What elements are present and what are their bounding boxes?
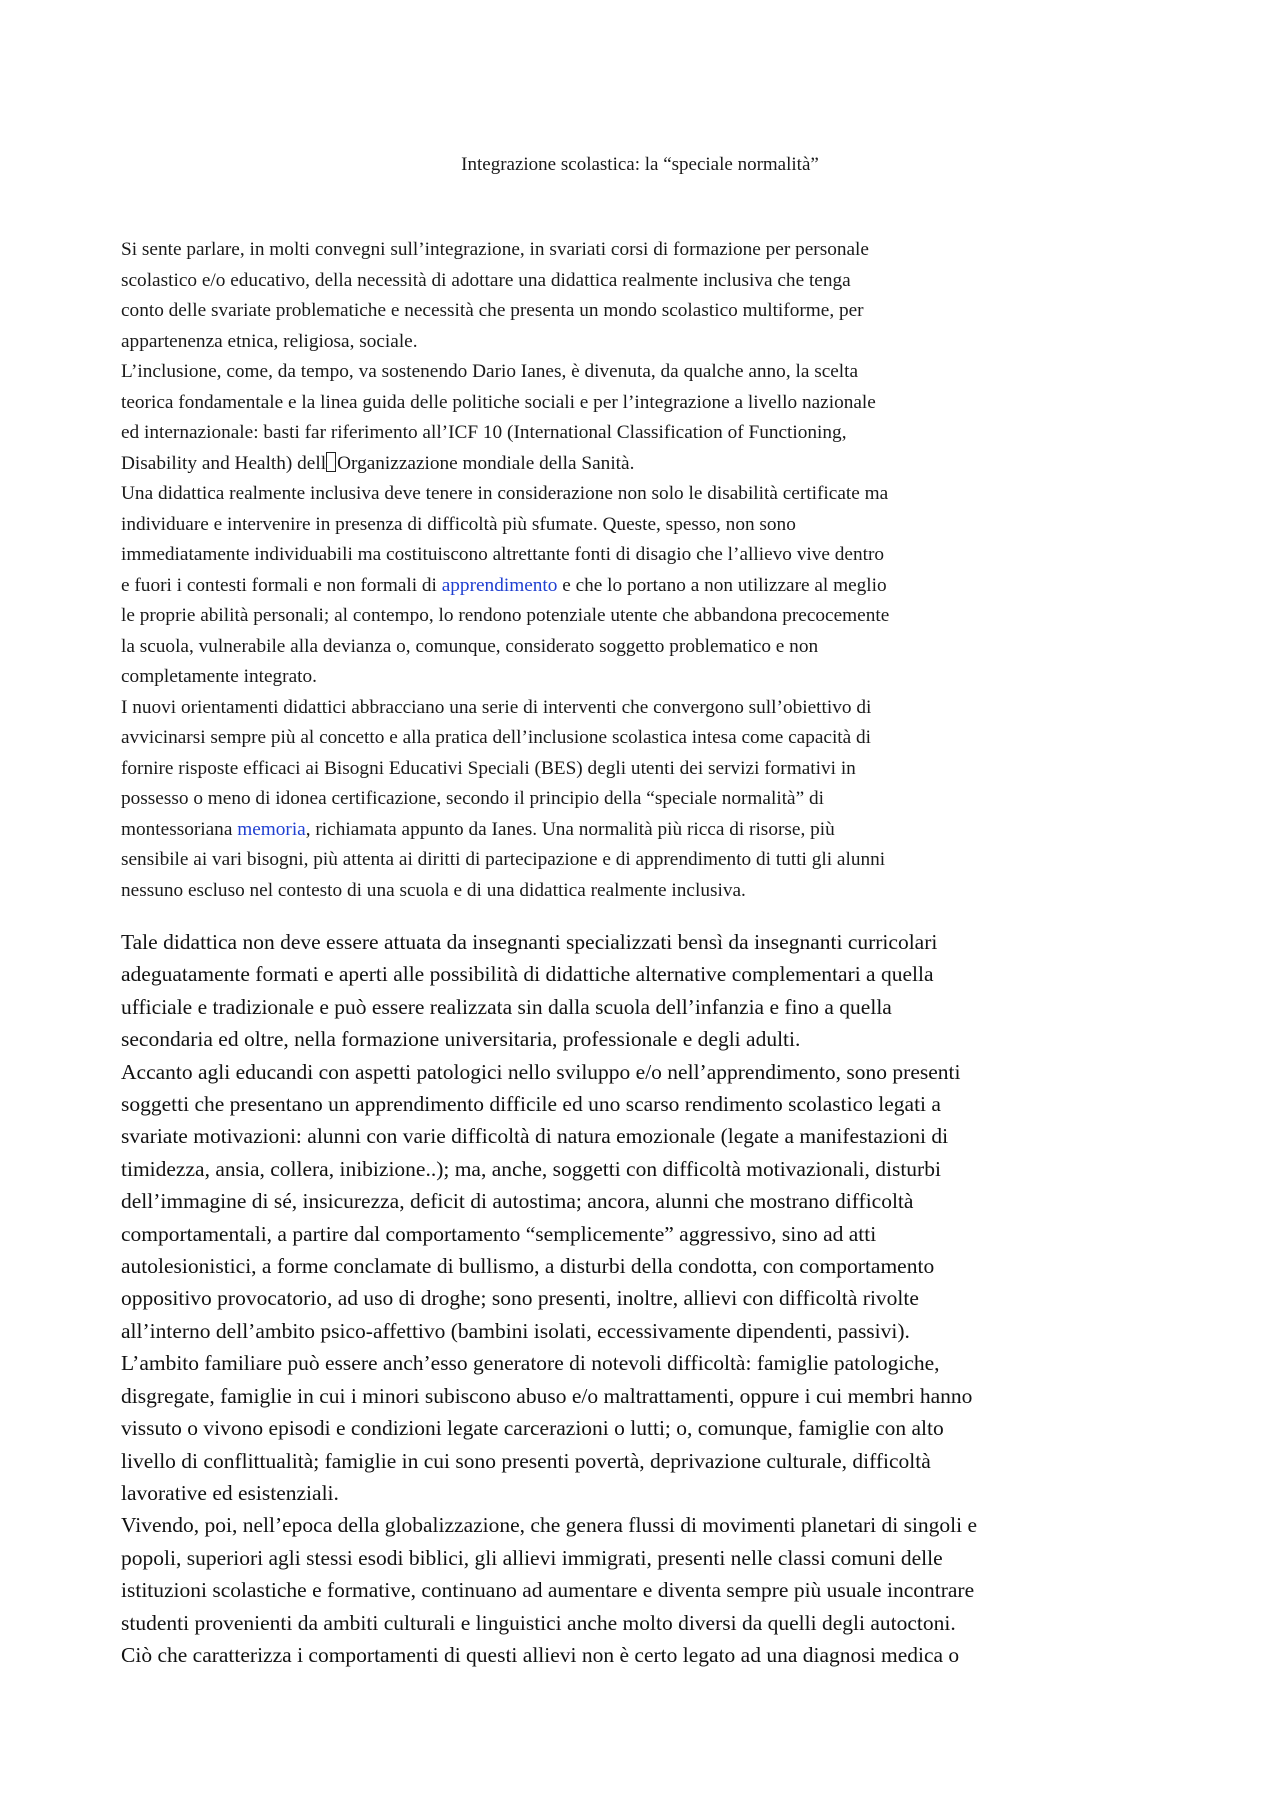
text-line: sensibile ai vari bisogni, più attenta ai diritti di partecipazione e di apprendimento di tutti gli alunni — [121, 849, 886, 870]
text-line: adeguatamente formati e aperti alle possibilità di didattiche alternative complementari a quella — [121, 962, 934, 987]
text-line: L’inclusione, come, da tempo, va sostenendo Dario Ianes, è divenuta, da qualche anno, la scelta — [121, 361, 859, 382]
text-segment: e che lo portano a non utilizzare al meglio — [557, 574, 887, 596]
text-line: completamente integrato. — [121, 666, 317, 687]
text-line: L’ambito familiare può essere anch’esso generatore di notevoli difficoltà: famiglie patologiche, — [121, 1351, 940, 1376]
text-line: scolastico e/o educativo, della necessità di adottare una didattica realmente inclusiva che tenga — [121, 269, 851, 291]
text-line: I nuovi orientamenti didattici abbracciano una serie di interventi che convergono sull’obiettivo di — [121, 696, 872, 718]
text-line: all’interno dell’ambito psico-affettivo (bambini isolati, eccessivamente dipendenti, passivi). — [121, 1318, 910, 1343]
text-segment: , richiamata appunto da Ianes. Una normalità più ricca di risorse, più — [305, 818, 835, 840]
text-line: Accanto agli educandi con aspetti patologici nello sviluppo e/o nell’apprendimento, sono presenti — [121, 1059, 961, 1084]
text-line: la scuola, vulnerabile alla devianza o, comunque, considerato soggetto problematico e non — [121, 635, 819, 657]
text-line: soggetti che presentano un apprendimento difficile ed uno scarso rendimento scolastico legati a — [121, 1092, 941, 1117]
link-apprendimento[interactable]: apprendimento — [441, 574, 558, 596]
text-line — [121, 571, 1081, 602]
text-line: conto delle svariate problematiche e necessità che presenta un mondo scolastico multiforme, per — [121, 300, 864, 321]
body-block-large — [121, 926, 1181, 1671]
text-line: possesso o meno di idonea certificazione, secondo il principio della “speciale normalità” di — [121, 788, 824, 809]
text-line: teorica fondamentale e la linea guida delle politiche sociali e per l’integrazione a livello nazionale — [121, 391, 876, 413]
text-line: lavorative ed esistenziali. — [121, 1480, 339, 1505]
text-segment: Organizzazione mondiale della Sanità. — [337, 452, 635, 474]
missing-glyph-icon — [326, 452, 336, 472]
document-title: Integrazione scolastica: la “speciale normalità” — [461, 154, 819, 175]
text-segment: Disability and Health) dell — [121, 452, 327, 474]
text-line: Una didattica realmente inclusiva deve tenere in considerazione non solo le disabilità certificate ma — [121, 483, 889, 504]
text-line: svariate motivazioni: alunni con varie difficoltà di natura emozionale (legate a manifestazioni di — [121, 1124, 949, 1149]
text-line: nessuno escluso nel contesto di una scuola e di una didattica realmente inclusiva. — [121, 879, 746, 901]
text-line: secondaria ed oltre, nella formazione universitaria, professionale e degli adulti. — [121, 1027, 801, 1052]
text-line: studenti provenienti da ambiti culturali e linguistici anche molto diversi da quelli degli autoctoni. — [121, 1610, 956, 1635]
text-line: fornire risposte efficaci ai Bisogni Educativi Speciali (BES) degli utenti dei servizi formativi in — [121, 757, 856, 779]
text-line — [121, 449, 1081, 480]
text-segment: montessoriana — [121, 818, 238, 840]
text-line: ed internazionale: basti far riferimento all’ICF 10 (International Classification of Functioning, — [121, 422, 847, 443]
text-line: dell’immagine di sé, insicurezza, deficit di autostima; ancora, alunni che mostrano difficoltà — [121, 1189, 914, 1214]
text-line: Ciò che caratterizza i comportamenti di questi allievi non è certo legato ad una diagnosi medica o — [121, 1642, 960, 1667]
text-line: Si sente parlare, in molti convegni sull’integrazione, in svariati corsi di formazione per personale — [121, 239, 869, 260]
body-block-small — [121, 235, 1081, 906]
link-memoria[interactable]: memoria — [237, 818, 306, 840]
text-line: popoli, superiori agli stessi esodi biblici, gli allievi immigrati, presenti nelle classi comuni delle — [121, 1545, 943, 1570]
text-line: Vivendo, poi, nell’epoca della globalizzazione, che genera flussi di movimenti planetari di singoli e — [121, 1513, 978, 1538]
text-line: autolesionistici, a forme conclamate di bullismo, a disturbi della condotta, con comportamento — [121, 1254, 935, 1279]
text-line: immediatamente individuabili ma costituiscono altrettante fonti di disagio che l’allievo vive dentro — [121, 544, 885, 565]
text-line: oppositivo provocatorio, ad uso di droghe; sono presenti, inoltre, allievi con difficoltà rivolte — [121, 1286, 919, 1311]
text-line: ufficiale e tradizionale e può essere realizzata sin dalla scuola dell’infanzia e fino a quella — [121, 994, 892, 1019]
text-line: Tale didattica non deve essere attuata da insegnanti specializzati bensì da insegnanti curricolari — [121, 930, 938, 954]
text-line: istituzioni scolastiche e formative, continuano ad aumentare e diventa sempre più usuale incontrare — [121, 1578, 975, 1603]
text-segment: e fuori i contesti formali e non formali di — [121, 574, 442, 596]
text-line: appartenenza etnica, religiosa, sociale. — [121, 330, 418, 352]
text-line: avvicinarsi sempre più al concetto e alla pratica dell’inclusione scolastica intesa come capacità di — [121, 727, 872, 748]
text-line — [121, 815, 1081, 846]
text-line: individuare e intervenire in presenza di difficoltà più sfumate. Queste, spesso, non sono — [121, 513, 796, 535]
text-line: le proprie abilità personali; al contempo, lo rendono potenziale utente che abbandona precocemente — [121, 605, 890, 626]
text-line: livello di conflittualità; famiglie in cui sono presenti povertà, deprivazione culturale, difficoltà — [121, 1448, 931, 1473]
text-line: timidezza, ansia, collera, inibizione..); ma, anche, soggetti con difficoltà motivazionali, disturbi — [121, 1156, 941, 1181]
text-line: vissuto o vivono episodi e condizioni legate carcerazioni o lutti; o, comunque, famiglie con alto — [121, 1416, 944, 1441]
text-line: disgregate, famiglie in cui i minori subiscono abuso e/o maltrattamenti, oppure i cui membri hanno — [121, 1383, 973, 1408]
text-line: comportamentali, a partire dal comportamento “semplicemente” aggressivo, sino ad atti — [121, 1221, 877, 1246]
